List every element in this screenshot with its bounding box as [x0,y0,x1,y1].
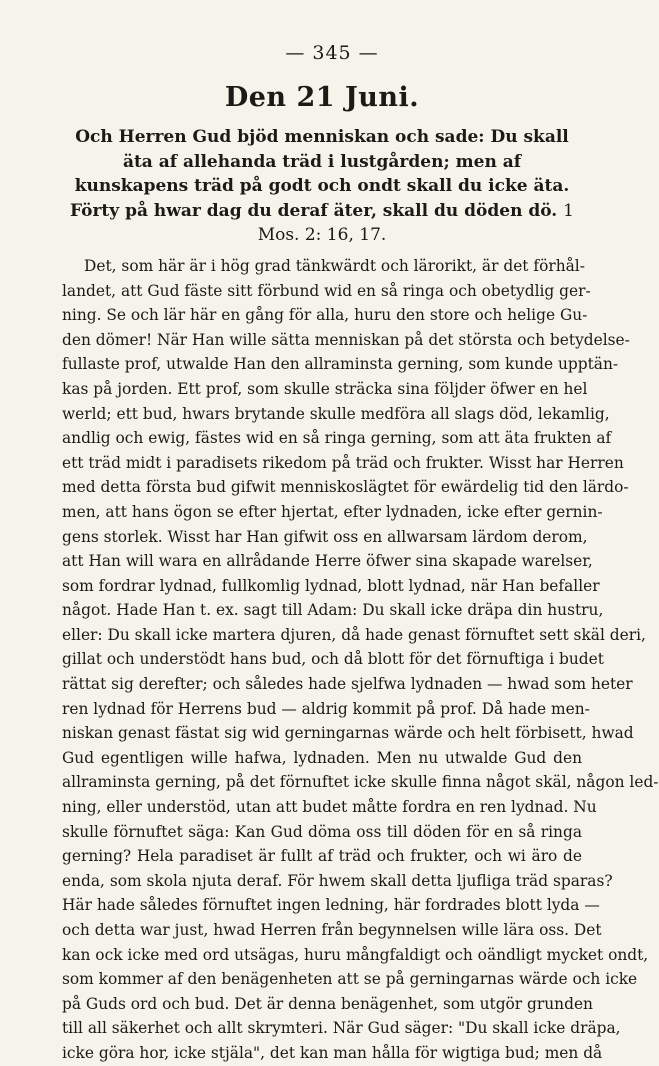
text-line: något. Hade Han t. ex. sagt till Adam: Du skall icke dräpa din hustru, [62,601,604,620]
text-line: på Guds ord och bud. Det är denna benägenhet, som utgör grunden [62,994,593,1013]
text-line: till all säkerhet och allt skrymteri. När Gud säger: "Du skall icke dräpa, [62,1019,621,1038]
text-line: fullaste prof, utwalde Han den allraminsta gerning, som kunde upptän- [62,355,619,374]
page-number: — 345 — [285,42,379,64]
text-line: niskan genast fästat sig wid gerningarnas wärde och helt förbisett, hwad [62,724,634,743]
text-line: den dömer! När Han wille sätta menniskan på det största och betydelse- [62,330,630,349]
text-line: ren lydnad för Herrens bud — aldrig kommit på prof. Då hade men- [62,699,590,718]
text-line: icke göra hor, icke stjäla", det kan man hålla för wigtiga bud; men då [62,1043,603,1062]
devotional-text [62,254,659,1066]
text-line: med detta första bud gifwit menniskoslägtet för ewärdelig tid den lärdo- [62,478,629,497]
text-line: rättat sig derefter; och således hade sjelfwa lydnaden — hwad som heter [62,675,633,694]
text-line: Det, som här är i hög grad tänkwärdt och lärorikt, är det förhål- [84,256,585,275]
text-line: werld; ett bud, hwars brytande skulle medföra all slags död, lekamlig, [62,404,610,423]
verse-text: Och Herren Gud bjöd menniskan och sade: Du skall äta af allehanda träd i lustgården; men af kunskapens träd på godt och ondt skall du icke äta. Förty på hwar dag du deraf äter, skall du döden dö. [70,127,570,221]
text-line: Gud egentligen wille hafwa, lydnaden. Men nu utwalde Gud den [62,748,582,767]
text-line: enda, som skola njuta deraf. För hwem skall detta ljufliga träd sparas? [62,871,613,890]
text-line: andlig och ewig, fästes wid en så ringa gerning, som att äta frukten af [62,429,612,448]
text-line: gens storlek. Wisst har Han gifwit oss en allwarsam lärdom derom, [62,527,588,546]
text-line: kas på jorden. Ett prof, som skulle sträcka sina följder öfwer en hel [62,379,588,398]
text-line: landet, att Gud fäste sitt förbund wid en så ringa och obetydlig ger- [62,281,591,300]
text-line: kan ock icke med ord utsägas, huru mångfaldigt och oändligt mycket ondt, [62,945,649,964]
text-line: skulle förnuftet säga: Kan Gud döma oss till döden för en så ringa [62,822,582,841]
bible-verse [62,125,582,248]
text-line: gillat och understödt hans bud, och då blott för det förnuftiga i budet [62,650,604,669]
text-line: men, att hans ögon se efter hjertat, efter lydnaden, icke efter gernin- [62,502,603,521]
text-line: gerning? Hela paradiset är fullt af träd och frukter, och wi äro de [62,847,582,866]
text-line: som kommer af den benägenheten att se på gerningarnas wärde och icke [62,970,638,989]
text-line: och detta war just, hwad Herren från begynnelsen wille lära oss. Det [62,921,602,939]
verse-reference: 1 Mos. 2: 16, 17. [257,200,574,246]
text-line: ning. Se och lär här en gång för alla, huru den store och helige Gu- [62,306,588,325]
text-line: ning, eller understöd, utan att budet måtte fordra en ren lydnad. Nu [62,798,597,817]
text-line: ett träd midt i paradisets rikedom på träd och frukter. Wisst har Herren [62,453,624,472]
text-line: eller: Du skall icke martera djuren, då hade genast förnuftet sett skäl deri, [62,625,646,644]
text-line: Här hade således förnuftet ingen ledning, här fordrades blott lyda — [62,896,600,915]
day-heading: Den 21 Juni. [224,82,420,113]
text-line: att Han will wara en allrådande Herre öfwer sina skapade warelser, [62,552,593,571]
text-line: allraminsta gerning, på det förnuftet icke skulle finna något skäl, någon led- [62,773,659,792]
text-line: som fordrar lydnad, fullkomlig lydnad, blott lydnad, när Han befaller [62,576,600,595]
